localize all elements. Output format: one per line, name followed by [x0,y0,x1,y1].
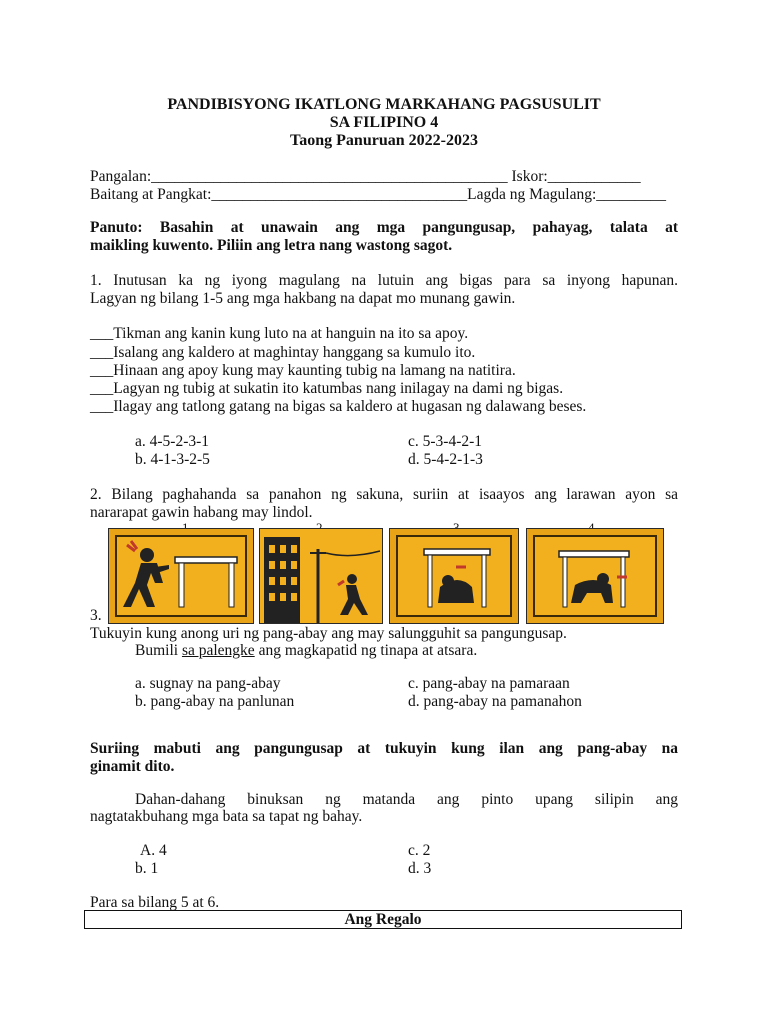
q3-text: Tukuyin kung anong uri ng pang-abay ang may salungguhit sa pangungusap. [90,625,567,642]
grade-signature-line: Baitang at Pangkat:_________________________________Lagda ng Magulang:_________ [90,186,667,203]
q2-text-line-2: nararapat gawin habang may lindol. [90,504,313,521]
earthquake-picture-3 [389,528,519,624]
q3-sentence-end: ang magkapatid ng tinapa at atsara. [254,642,478,659]
name-score-line: Pangalan:______________________________________________ Iskor:____________ [90,168,641,185]
crawl-from-table-icon [535,537,657,617]
school-year: Taong Panuruan 2022-2023 [290,132,478,149]
passage-intro: Para sa bilang 5 at 6. [90,894,220,911]
q1-step: ___Hinaan ang apoy kung may kaunting tubig na lamang na natitira. [90,362,516,379]
q1-choice-b: b. 4-1-3-2-5 [135,451,210,468]
earthquake-picture-2 [259,528,383,624]
duck-under-table-icon [398,537,512,617]
q4-choice-d: d. 3 [408,860,432,877]
q1-step: ___Ilagay ang tatlong gatang na bigas sa kaldero at hugasan ng dalawang beses. [90,398,587,415]
person-moving-to-table-icon [117,537,247,617]
earthquake-picture-4 [526,528,664,624]
q4-choice-b: b. 1 [135,860,159,877]
q1-choice-a: a. 4-5-2-3-1 [135,433,210,450]
q1-choice-d: d. 5-4-2-1-3 [408,451,483,468]
q1-step: ___Tikman ang kanin kung luto na at hanguin na ito sa apoy. [90,325,469,342]
instructions-line-1: Panuto: Basahin at unawain ang mga pangungusap, pahayag, talata at [90,219,678,236]
q3-choice-d: d. pang-abay na pamanahon [408,693,582,710]
q3-choice-b: b. pang-abay na panlunan [135,693,295,710]
q3-sentence [135,642,477,660]
q3-choice-a: a. sugnay na pang-abay [135,675,281,692]
q4-instruction-line-1: Suriing mabuti ang pangungusap at tukuyin kung ilan ang pang-abay na [90,740,678,757]
q4-sentence-line-2: nagtatakbuhang mga bata sa tapat ng bahay. [90,808,363,825]
exam-title: PANDIBISYONG IKATLONG MARKAHANG PAGSUSULIT [167,96,601,113]
q4-choice-c: c. 2 [408,842,431,859]
q3-number: 3. [90,607,102,624]
building-evacuation-icon [260,529,382,623]
q2-text-line-1: 2. Bilang paghahanda sa panahon ng sakuna, suriin at isaayos ang larawan ayon sa [90,486,678,503]
q3-underlined-adverb: sa palengke [181,642,255,659]
q1-choice-c: c. 5-3-4-2-1 [408,433,483,450]
q1-text-line-2: Lagyan ng bilang 1-5 ang mga hakbang na dapat mo munang gawin. [90,290,516,307]
exam-subject: SA FILIPINO 4 [329,114,439,131]
story-title: Ang Regalo [84,910,682,929]
q4-choice-a: A. 4 [140,842,167,859]
q4-instruction-line-2: ginamit dito. [90,758,175,775]
q1-step: ___Lagyan ng tubig at sukatin ito katumbas nang inilagay na dami ng bigas. [90,380,564,397]
q1-step: ___Isalang ang kaldero at maghintay hanggang sa kumulo ito. [90,344,476,361]
q1-text-line-1: 1. Inutusan ka ng iyong magulang na lutuin ang bigas para sa inyong hapunan. [90,272,678,289]
earthquake-picture-1 [108,528,254,624]
q3-choice-c: c. pang-abay na pamaraan [408,675,570,692]
q4-sentence-line-1: Dahan-dahang binuksan ng matanda ang pinto upang silipin ang [135,791,678,808]
q3-sentence-start: Bumili [135,642,182,659]
instructions-line-2: maikling kuwento. Piliin ang letra nang wastong sagot. [90,237,453,254]
